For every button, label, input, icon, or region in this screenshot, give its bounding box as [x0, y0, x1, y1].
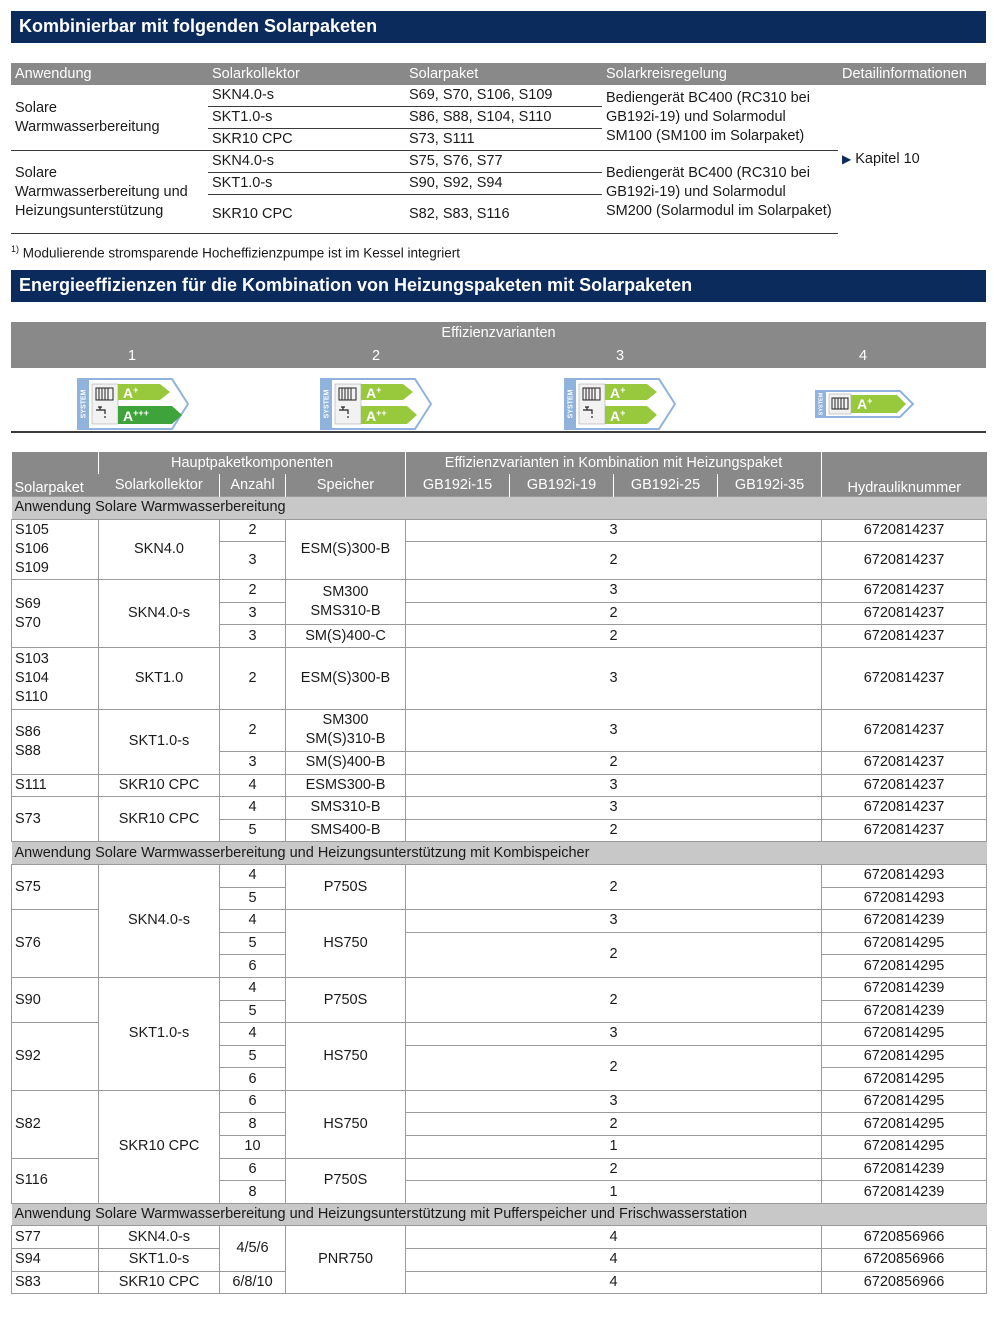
anzahl-cell: 4 [220, 774, 286, 797]
hydraulik-cell: 6720814295 [822, 1045, 987, 1068]
hydraulik-cell: 6720814293 [822, 887, 987, 910]
kollektor-cell: SKR10 CPC [99, 1271, 220, 1294]
paket-cell: S94 [12, 1249, 99, 1272]
effizienz-cell: 3 [406, 774, 822, 797]
table-header-row [11, 63, 986, 85]
effizienz-cell: 2 [406, 625, 822, 648]
kollektor-cell: SKT1.0 [99, 647, 220, 709]
group-label: Anwendung Solare Warmwasserbereitung [12, 497, 987, 520]
header-solarpaket: Solarpaket [405, 63, 602, 85]
kollektor-cell: SKN4.0-s [99, 864, 220, 977]
efficiency-combination-table [11, 452, 987, 1294]
hydraulik-cell: 6720814237 [822, 647, 987, 709]
effizienz-cell: 3 [406, 647, 822, 709]
kollektor-cell: SKN4.0 [99, 519, 220, 580]
header-gb192i-15: GB192i-15 [406, 474, 510, 497]
header-anwendung: Anwendung [11, 63, 208, 85]
paket-cell: S103 S104 S110 [12, 647, 99, 709]
kollektor-cell: SKR10 CPC [99, 774, 220, 797]
group-row [12, 842, 987, 865]
speicher-cell: P750S [286, 977, 406, 1022]
anzahl-cell: 10 [220, 1136, 286, 1159]
energy-label-variant-3 [564, 378, 676, 430]
hydraulik-cell: 6720814293 [822, 864, 987, 887]
paket-cell: S90, S92, S94 [405, 173, 602, 195]
heating-class-text: A+ [123, 385, 139, 401]
table-row [12, 1090, 987, 1113]
header-solarkreisregelung: Solarkreisregelung [602, 63, 838, 85]
effizienz-cell: 3 [406, 580, 822, 603]
header-gb192i-19: GB192i-19 [510, 474, 614, 497]
hydraulik-cell: 6720856966 [822, 1226, 987, 1249]
table-header-row [12, 452, 987, 474]
divider [11, 431, 986, 433]
table-row [12, 864, 987, 887]
solarpaket-combination-table [11, 63, 986, 234]
kollektor-cell: SKN4.0-s [208, 151, 405, 173]
table-row [12, 647, 987, 709]
paket-cell: S75, S76, S77 [405, 151, 602, 173]
system-text: SYSTEM [818, 392, 825, 416]
effizienz-cell: 2 [406, 977, 822, 1022]
hydraulik-cell: 6720814237 [822, 774, 987, 797]
speicher-cell: SM300 SM(S)310-B [286, 709, 406, 751]
heating-class-text: A+ [610, 385, 626, 401]
anzahl-cell: 6 [220, 1158, 286, 1181]
table-row [12, 519, 987, 542]
paket-cell: S82, S83, S116 [405, 195, 602, 234]
anzahl-cell: 3 [220, 625, 286, 648]
effizienz-cell: 4 [406, 1271, 822, 1294]
anzahl-cell: 2 [220, 709, 286, 751]
speicher-cell: SMS400-B [286, 819, 406, 842]
variant-number-1: 1 [127, 348, 137, 364]
group-label: Anwendung Solare Warmwasserbereitung und Heizungsunterstützung mit Kombispeicher [12, 842, 987, 865]
water-class-text: A+ [610, 408, 626, 424]
effizienz-cell: 2 [406, 1158, 822, 1181]
efficiency-variants-header [11, 322, 986, 368]
effizienz-cell: 1 [406, 1136, 822, 1159]
section-title-energieeffizienzen: Energieeffizienzen für die Kombination von Heizungspaketen mit Solarpaketen [11, 270, 986, 302]
header-hydraulik: Hydrauliknummer [822, 452, 987, 497]
anwendung-cell: Solare Warmwasserbereitung und Heizungsunterstützung [11, 151, 208, 234]
kollektor-cell: SKT1.0-s [208, 107, 405, 129]
kollektor-cell: SKN4.0-s [99, 580, 220, 648]
hydraulik-cell: 6720814237 [822, 542, 987, 580]
kollektor-cell: SKT1.0-s [99, 709, 220, 774]
hydraulik-cell: 6720814237 [822, 580, 987, 603]
speicher-cell: ESM(S)300-B [286, 519, 406, 580]
anzahl-cell: 6 [220, 1068, 286, 1091]
system-text: SYSTEM [80, 389, 88, 419]
kollektor-cell: SKR10 CPC [212, 131, 293, 147]
hydraulik-cell: 6720814237 [822, 819, 987, 842]
effizienz-cell: 2 [406, 602, 822, 625]
paket-cell: S69, S70, S106, S109 [405, 85, 602, 107]
effizienz-cell: 3 [406, 1090, 822, 1113]
effizienz-cell: 2 [406, 751, 822, 774]
header-gb192i-25: GB192i-25 [614, 474, 718, 497]
anzahl-cell: 4 [220, 864, 286, 887]
kapitel-link[interactable]: Kapitel 10 [855, 150, 920, 167]
anzahl-cell: 2 [220, 519, 286, 542]
anzahl-cell: 4 [220, 910, 286, 933]
table-row [12, 1249, 987, 1272]
anzahl-cell: 2 [220, 647, 286, 709]
hydraulik-cell: 6720814295 [822, 1113, 987, 1136]
speicher-cell: SM300 SMS310-B [286, 580, 406, 625]
water-class-text: A++ [366, 408, 387, 424]
group-row [12, 497, 987, 520]
paket-cell: S82 [12, 1090, 99, 1158]
paket-cell: S92 [12, 1023, 99, 1091]
paket-cell: S90 [12, 977, 99, 1022]
effizienz-cell: 3 [406, 709, 822, 751]
anzahl-cell: 2 [220, 580, 286, 603]
heating-class-text: A+ [366, 385, 382, 401]
hydraulik-cell: 6720814237 [822, 709, 987, 751]
paket-cell: S76 [12, 910, 99, 978]
header-detailinformationen: Detailinformationen [838, 63, 986, 85]
effizienz-cell: 2 [406, 542, 822, 580]
hydraulik-cell: 6720814295 [822, 1136, 987, 1159]
anwendung-cell: Solare Warmwasserbereitung [15, 99, 160, 135]
speicher-cell: ESMS300-B [286, 774, 406, 797]
hydraulik-cell: 6720814295 [822, 955, 987, 978]
effizienz-cell: 2 [406, 932, 822, 977]
anzahl-cell: 5 [220, 1045, 286, 1068]
anzahl-cell: 6/8/10 [220, 1271, 286, 1294]
paket-cell: S75 [12, 864, 99, 909]
energy-label-variant-2 [320, 378, 432, 430]
speicher-cell: ESM(S)300-B [286, 647, 406, 709]
paket-cell: S116 [12, 1158, 99, 1203]
speicher-cell: HS750 [286, 910, 406, 978]
variant-number-4: 4 [858, 348, 868, 364]
header-gb192i-35: GB192i-35 [718, 474, 822, 497]
hydraulik-cell: 6720814295 [822, 932, 987, 955]
hydraulik-cell: 6720814239 [822, 910, 987, 933]
speicher-cell: SM(S)400-B [286, 751, 406, 774]
speicher-cell: HS750 [286, 1090, 406, 1158]
effizienz-cell: 2 [406, 1113, 822, 1136]
energy-label-variant-1 [77, 378, 189, 430]
paket-cell: S86, S88, S104, S110 [405, 107, 602, 129]
effizienz-cell: 3 [406, 1023, 822, 1046]
header-effizienz: Effizienzvarianten in Kombination mit Heizungspaket [406, 452, 822, 474]
effizienz-cell: 3 [406, 797, 822, 820]
anzahl-cell: 5 [220, 1000, 286, 1023]
hydraulik-cell: 6720856966 [822, 1249, 987, 1272]
header-speicher: Speicher [286, 474, 406, 497]
hydraulik-cell: 6720856966 [822, 1271, 987, 1294]
speicher-cell: SMS310-B [286, 797, 406, 820]
kollektor-cell: SKT1.0-s [99, 1249, 220, 1272]
anzahl-cell: 3 [220, 751, 286, 774]
anzahl-cell: 4 [220, 797, 286, 820]
anzahl-cell: 6 [220, 955, 286, 978]
hydraulik-cell: 6720814239 [822, 1000, 987, 1023]
effizienz-cell: 3 [406, 910, 822, 933]
paket-cell: S105 S106 S109 [12, 519, 99, 580]
effizienz-cell: 2 [406, 819, 822, 842]
hydraulik-cell: 6720814237 [822, 751, 987, 774]
header-solarkollektor: Solarkollektor [208, 63, 405, 85]
table-row [12, 774, 987, 797]
hydraulik-cell: 6720814237 [822, 602, 987, 625]
effizienz-cell: 1 [406, 1181, 822, 1204]
group-label: Anwendung Solare Warmwasserbereitung und Heizungsunterstützung mit Pufferspeicher und Frischwasserstation [12, 1203, 987, 1226]
section-title-solarpakete: Kombinierbar mit folgenden Solarpaketen [11, 11, 986, 43]
speicher-cell: P750S [286, 1158, 406, 1203]
table-row [12, 1226, 987, 1249]
paket-cell: S83 [12, 1271, 99, 1294]
paket-cell: S86 S88 [12, 709, 99, 774]
regelung-cell: Bediengerät BC400 (RC310 bei GB192i-19) und Solarmodul SM200 (Solarmodul im Solarpaket) [602, 151, 838, 234]
anzahl-cell: 8 [220, 1181, 286, 1204]
anzahl-cell: 6 [220, 1090, 286, 1113]
system-text: SYSTEM [323, 389, 331, 419]
effizienz-cell: 4 [406, 1226, 822, 1249]
table-row [12, 977, 987, 1000]
anzahl-cell: 4/5/6 [220, 1226, 286, 1271]
paket-cell: S73, S111 [409, 131, 475, 147]
hydraulik-cell: 6720814295 [822, 1023, 987, 1046]
anzahl-cell: 4 [220, 977, 286, 1000]
triangle-right-icon: ▶ [842, 151, 852, 166]
table-row [12, 709, 987, 751]
table-row [12, 797, 987, 820]
hydraulik-cell: 6720814239 [822, 1158, 987, 1181]
kollektor-cell: SKR10 CPC [99, 797, 220, 842]
header-hauptpaket: Hauptpaketkomponenten [99, 452, 406, 474]
kollektor-cell: SKN4.0-s [99, 1226, 220, 1249]
kollektor-cell: SKT1.0-s [99, 977, 220, 1090]
kollektor-cell: SKR10 CPC [99, 1090, 220, 1203]
efficiency-variants-title: Effizienzvarianten [441, 325, 556, 341]
hydraulik-cell: 6720814239 [822, 977, 987, 1000]
kollektor-cell: SKN4.0-s [208, 85, 405, 107]
water-class-text: A+++ [123, 408, 149, 424]
effizienz-cell: 2 [406, 1045, 822, 1090]
anzahl-cell: 5 [220, 887, 286, 910]
table-row [11, 85, 986, 107]
paket-cell: S77 [12, 1226, 99, 1249]
hydraulik-cell: 6720814237 [822, 625, 987, 648]
variant-number-3: 3 [615, 348, 625, 364]
anzahl-cell: 5 [220, 932, 286, 955]
speicher-cell: P750S [286, 864, 406, 909]
anzahl-cell: 5 [220, 819, 286, 842]
effizienz-cell: 4 [406, 1249, 822, 1272]
kollektor-cell: SKT1.0-s [208, 173, 405, 195]
kollektor-cell: SKR10 CPC [208, 195, 405, 234]
header-anzahl: Anzahl [220, 474, 286, 497]
paket-cell: S73 [12, 797, 99, 842]
anzahl-cell: 8 [220, 1113, 286, 1136]
speicher-cell: PNR750 [286, 1226, 406, 1294]
anzahl-cell: 4 [220, 1023, 286, 1046]
effizienz-cell: 2 [406, 864, 822, 909]
detail-cell [838, 85, 986, 234]
heating-class-text: A+ [857, 396, 873, 412]
header-solarpaket: Solarpaket [12, 452, 99, 497]
paket-cell: S111 [12, 774, 99, 797]
footnote: $^{1)}$ Modulierende stromsparende Hocheffizienzpumpe ist im Kessel integriert [11, 244, 460, 261]
paket-cell: S69 S70 [12, 580, 99, 648]
effizienz-cell: 3 [406, 519, 822, 542]
header-kollektor: Solarkollektor [99, 474, 220, 497]
hydraulik-cell: 6720814295 [822, 1090, 987, 1113]
variant-number-2: 2 [371, 348, 381, 364]
table-row [12, 580, 987, 603]
hydraulik-cell: 6720814237 [822, 797, 987, 820]
table-row [12, 1271, 987, 1294]
anzahl-cell: 3 [220, 542, 286, 580]
hydraulik-cell: 6720814239 [822, 1181, 987, 1204]
regelung-cell: Bediengerät BC400 (RC310 bei GB192i-19) und Solarmodul SM100 (SM100 im Solarpaket) [606, 90, 810, 144]
system-text: SYSTEM [567, 389, 575, 419]
hydraulik-cell: 6720814237 [822, 519, 987, 542]
group-row [12, 1203, 987, 1226]
energy-label-variant-4 [815, 390, 915, 418]
speicher-cell: HS750 [286, 1023, 406, 1091]
speicher-cell: SM(S)400-C [286, 625, 406, 648]
anzahl-cell: 3 [220, 602, 286, 625]
hydraulik-cell: 6720814295 [822, 1068, 987, 1091]
